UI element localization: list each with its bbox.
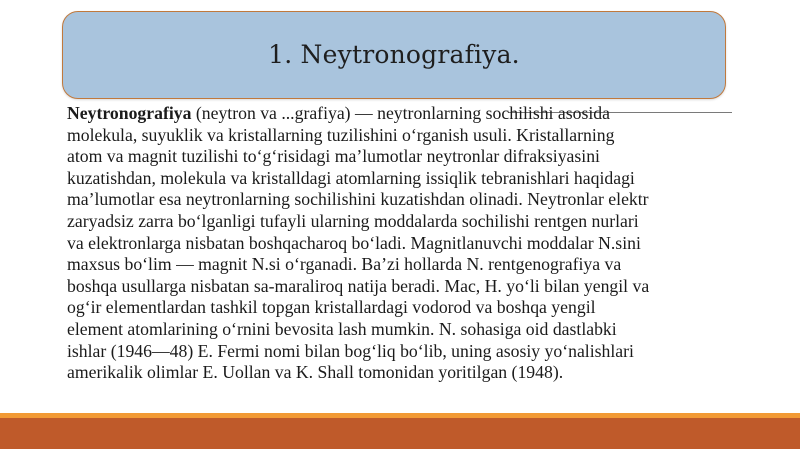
slide-title: 1. Neytronografiya. [268, 39, 520, 69]
term-heading: Neytronografiya [67, 103, 192, 123]
paragraph-text: (neytron va ...grafiya) — neytronlarning sochilishi asosida molekula, suyuklik va kristallarning tuzilishini oʻrganish usuli. Kristallarning atom va magnit tuzilishi toʻgʻrisidagi maʼlumotlar neytronlar difraksiyasini kuzatishdan, molekula va kristalldagi atomlarning issiqlik tebranishlari haqidagi maʼlumotlar esa neytronlarning sochilishini kuzatishdan olinadi. Neytronlar elektr zaryadsiz zarra boʻlganligi tufayli ularning moddalarda sochilishi rentgen nurlari va elektronlarga nisbatan boshqacharoq boʻladi. Magnitlanuvchi moddalar N.sini maxsus boʻlim — magnit N.si oʻrganadi. Baʼzi hollarda N. rentgenografiya va boshqa usullarga nisbatan sa-maraliroq natija beradi. Mac, H. yoʻli bilan yengil va ogʻir elementlardan tashkil topgan kristallardagi vodorod va boshqa yengil element atomlarining oʻrnini bevosita lash mumkin. N. sohasiga oid dastlabki ishlar (1946—48) E. Fermi nomi bilan bogʻliq boʻlib, uning asosiy yoʻnalishlari amerikalik olimlar E. Uollan va K. Shall tomonidan yoritilgan (1948). [67, 103, 650, 383]
body-paragraph [67, 103, 735, 384]
footer-bar [0, 418, 800, 449]
title-box [62, 11, 726, 99]
